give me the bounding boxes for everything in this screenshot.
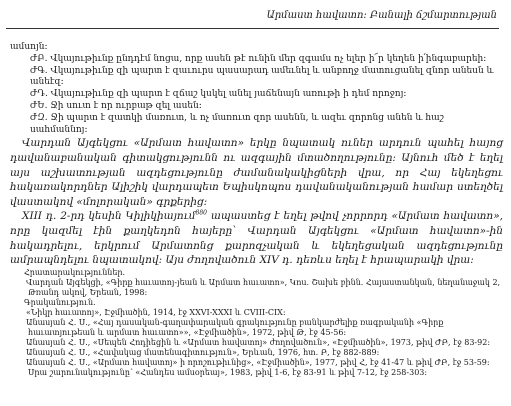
list-item: ԺԳ. Վկայութիւնք զի պարտ է զաւուրս պասարադ ամեւնել և անբողջ մատուցանել զնոր անեսն և անեէզ։ (30, 65, 494, 88)
reference-item: Վարդան Այգեկցի, «Գիրք հաւատոյ-յեան և Արմատ հաւատո», Կոս. Շախե բինն. Հայաստանկան, նեղանաջակ 2, Թռանդ ակով, Երեան, 1998։ (26, 277, 501, 297)
list-item: ԺԲ. Վկայութիւնք ընդդէմ նոցա, որք ասեն թէ ունին մեր զգամս ոչ ելեր ի՜ր կեղեն ի՛ինգաբարեի։ (30, 53, 487, 64)
references-heading: Հրատարակություններ. (24, 267, 126, 277)
list-item: ԺԵ. Ջի սուտ է որ ուրբաթ զել ասեն։ (30, 100, 202, 111)
reference-item: Անասյան Հ. Ս., «Արմատ հավատոյ» ի որոշութիւնից», «Էջմիածին», 1977, թիվ Հ, էջ 41-47 և թիվ ԺԲ, էջ 53-59։ Սրա շարունակությունը՝ «Հանդես ամսօրեայ», 1983, թիվ 1-6, էջ 83-91 և թիվ 7-12, էջ 258-303։ (26, 357, 490, 377)
paragraph-lead: XIII դ. 2-րդ կեսին Կիլիկիայում (22, 210, 196, 223)
running-header (6, 6, 499, 29)
reference-item: Անասյան Հ. Ս., «Հավակաց մատենագիտություն», Երևան, 1976, հտ. Բ, էջ 882-889։ (26, 347, 380, 357)
running-title: Արմաստ հավատո։ Բանալի ճշմարտության (266, 10, 497, 21)
page-body (10, 42, 503, 404)
reference-item: Անասյան Հ. Ս., «Սեպեն Հոդիեցին և «Արմատ հավատոյ» ժողովածուն», «Էջմիածին», 1973, թիվ ԺԲ, էջ 83-92։ (26, 337, 491, 347)
list-line: ամսոյն։ (10, 42, 48, 52)
literature-heading: Գրականություն. (24, 297, 96, 307)
reference-item: «Նիկր հաւատոյ», Էջմիածին, 1914, էջ XXVI-XXXI և CVIII-CIX։ (26, 307, 286, 317)
footnote-marker: 880 (195, 209, 207, 217)
paragraph-rest: ապաստեց է եղել թվով չորրորդ «Արմատ հավատո», որը կազմել էին քաղկեդոն հայերը՝ Վարդան Այգեկցու «Արմատ հավատո»-ին հակադրելու, երկրում Արմատոնց քարոզչական և եկեղեցական ազդեցությունը ամրապնդելու նպատակով: Այս ժողովածուն XIV դ. դեռևս եղել է հրապարակի վրա։ (10, 210, 503, 267)
body-paragraph-2 (10, 209, 503, 267)
list-item: ԺԴ. Վկայութիւնք զի պարտ է զճաշ կսկել անել յաճենայն առութի ի դեմ որոջոյ։ (30, 89, 407, 100)
body-paragraph: Վարդան Այգեկցու «Արմատ հավատո» երկը նպատակ ուներ արդուն պահել հայոց դավանաբանական գիտակցությունն ու ազգային մտածողությունը: Այնուհ մեծ է եղել այս աշխատության ազդեցությունը ժամանակակիցների վրա, որ Հայ եկեղեցու հակառակորդներ Ալիշիկ վարդապետ Եպիսկոպոս դավանականության համար ստեղծել վաստակով «մոլորական» գրքերից։ (10, 137, 503, 208)
reference-item: Անասյան Հ. Ս., «Հայ դասական-գաղափարական գրակությունը բանկարժելիք ռագրականի «Գիրք հաւատյութեան և արմատ հաւատո»», «Էջմիածին», 1972, թիվ Թ, էջ 45-56։ (26, 317, 444, 337)
list-item: ԺԶ. Ջի պարտ է զատկի մառուտ, և ոչ մառուտ զոր ասենն, և ազեւ զորոնց անեն և հաշ սահմաննոյ։ (30, 112, 444, 135)
